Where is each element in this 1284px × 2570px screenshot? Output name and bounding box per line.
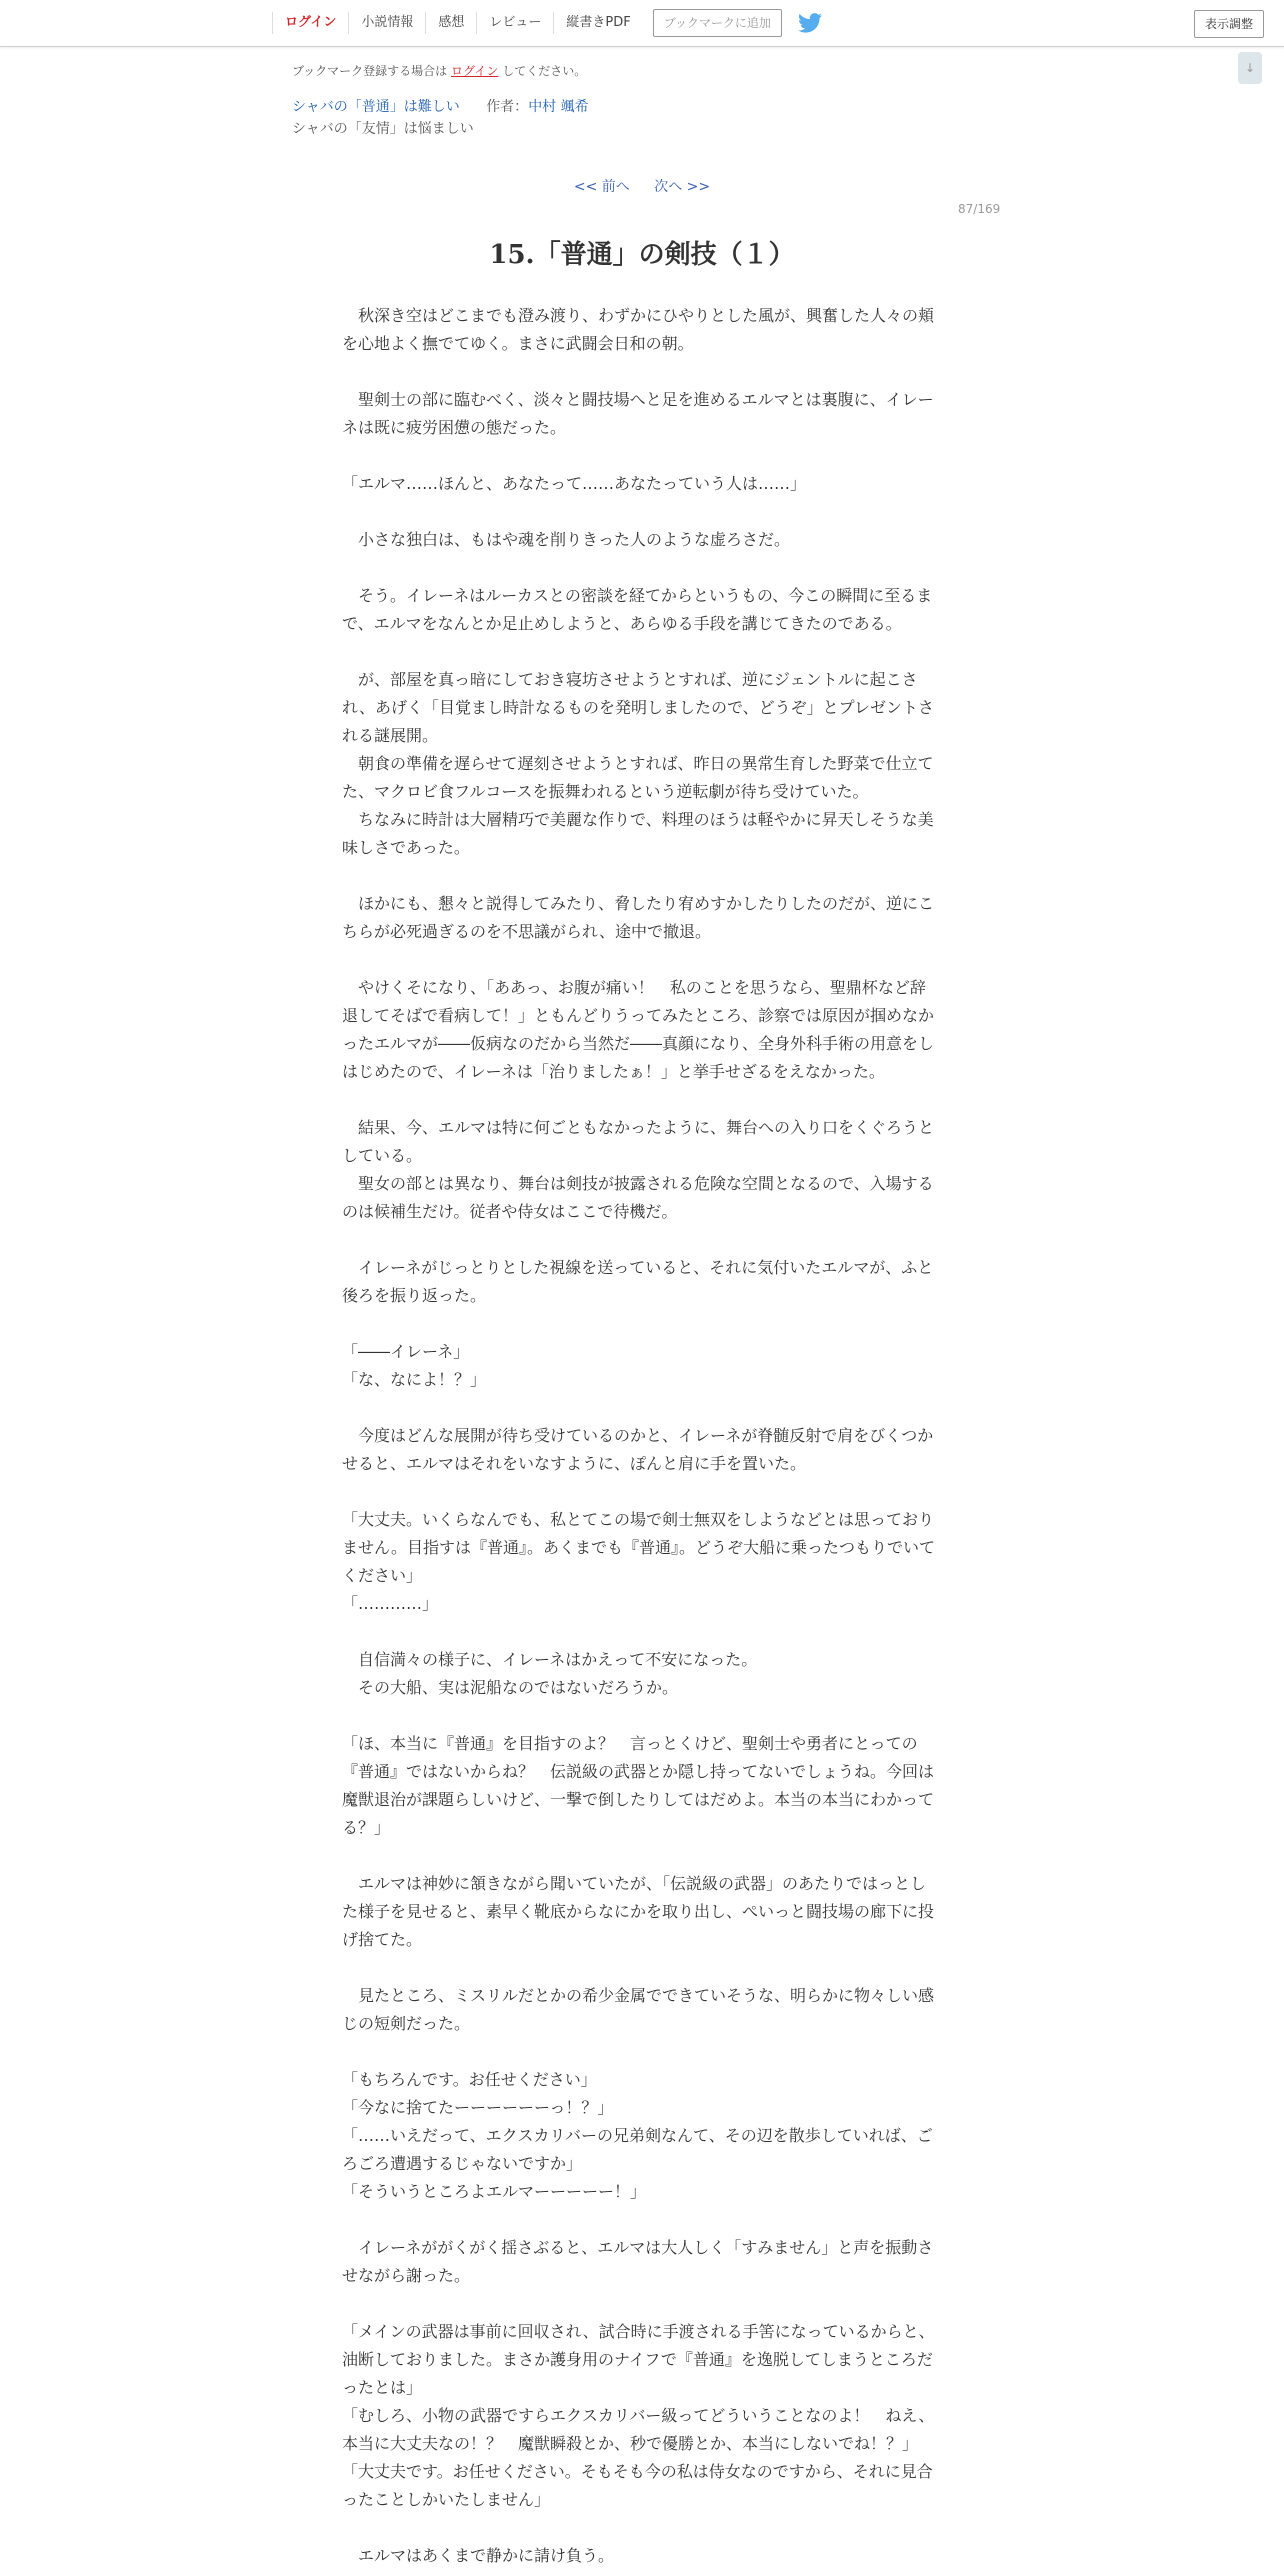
top-header xyxy=(0,0,1284,47)
notice-suffix: してください。 xyxy=(502,64,587,78)
twitter-icon[interactable] xyxy=(798,13,822,33)
chapter-group-title: シャバの「友情」は悩ましい xyxy=(292,121,474,137)
header-nav xyxy=(272,0,822,46)
blank-line xyxy=(342,2290,936,2318)
prev-chapter-link[interactable]: << 前へ xyxy=(573,179,630,195)
body-paragraph: 朝食の準備を遅らせて遅刻させようとすれば、昨日の異常生育した野菜で仕立てた、マクロビ食フルコースを振舞われるという逆転劇が待ち受けていた。 xyxy=(342,754,934,801)
body-paragraph: 「……いえだって、エクスカリバーの兄弟剣なんて、その辺を散歩していれば、ごろごろ遭遇するじゃないですか」 xyxy=(342,2126,933,2173)
body-paragraph: 今度はどんな展開が待ち受けているのかと、イレーネが脊髄反射で肩をびくつかせると、エルマはそれをいなすように、ぽんと肩に手を置いた。 xyxy=(342,1426,934,1473)
body-paragraph: 「――イレーネ」 xyxy=(342,1342,470,1361)
display-settings-button[interactable]: 表示調整 xyxy=(1194,10,1264,38)
body-paragraph: 「…………」 xyxy=(342,1594,439,1613)
series-title-link[interactable]: シャバの「普通」は難しい xyxy=(292,99,460,115)
blank-line xyxy=(342,1954,936,1982)
blank-line xyxy=(342,862,936,890)
body-paragraph: 「大丈夫。いくらなんでも、私とてこの場で剣士無双をしようなどとは思っておりません。目指すは『普通』。あくまでも『普通』。どうぞ大船に乗ったつもりでいてください」 xyxy=(342,1510,935,1585)
body-paragraph: その大船、実は泥船なのではないだろうか。 xyxy=(342,1678,679,1697)
body-paragraph: エルマは神妙に頷きながら聞いていたが、「伝説級の武器」のあたりではっとした様子を見せると、素早く靴底からなにかを取り出し、ぺいっと闘技場の廊下に投げ捨てた。 xyxy=(342,1874,935,1949)
author-label: 作者： xyxy=(486,99,529,115)
body-paragraph: 「ほ、本当に『普通』を目指すのよ？ 言っとくけど、聖剣士や勇者にとっての『普通』ではないからね？ 伝説級の武器とか隠し持ってないでしょうね。今回は魔獣退治が課題らしいけど、一撃で倒したりしてはだめよ。本当の本当にわかってる？」 xyxy=(342,1734,935,1837)
body-paragraph: 小さな独白は、もはや魂を削りきった人のような虚ろさだ。 xyxy=(342,530,791,549)
blank-line xyxy=(342,1618,936,1646)
blank-line xyxy=(342,2206,936,2234)
body-paragraph: 秋深き空はどこまでも澄み渡り、わずかにひやりとした風が、興奮した人々の頬を心地よく撫でてゆく。まさに武闘会日和の朝。 xyxy=(342,306,935,353)
blank-line xyxy=(342,2038,936,2066)
blank-line xyxy=(342,638,936,666)
body-paragraph: 聖剣士の部に臨むべく、淡々と闘技場へと足を進めるエルマとは裏腹に、イレーネは既に疲労困憊の態だった。 xyxy=(342,390,934,437)
blank-line xyxy=(342,1842,936,1870)
blank-line xyxy=(342,554,936,582)
body-paragraph: 「エルマ……ほんと、あなたって……あなたっていう人は……」 xyxy=(342,474,807,493)
body-paragraph: 「もちろんです。お任せください」 xyxy=(342,2070,597,2089)
blank-line xyxy=(342,946,936,974)
nav-impressions[interactable]: 感想 xyxy=(425,12,476,34)
bookmark-login-notice xyxy=(292,62,586,79)
body-paragraph: 「むしろ、小物の武器ですらエクスカリバー級ってどういうことなのよ！ ねえ、本当に大丈夫なの！？ 魔獣瞬殺とか、秒で優勝とか、本当にしないでね！？」 xyxy=(342,2406,935,2453)
body-paragraph: やけくそになり、「ああっ、お腹が痛い！ 私のことを思うなら、聖鼎杯など辞退してそばで看病して！」ともんどりうってみたところ、診察では原因が掴めなかったエルマが――仮病なのだから当然だ――真顔になり、全身外科手術の用意をしはじめたので、イレーネは「治りましたぁ！」と挙手せざるをえなかった。 xyxy=(342,978,935,1081)
body-paragraph: ほかにも、懇々と説得してみたり、脅したり宥めすかしたりしたのだが、逆にこちらが必死過ぎるのを不思議がられ、途中で撤退。 xyxy=(342,894,935,941)
nav-review[interactable]: レビュー xyxy=(476,12,553,34)
blank-line xyxy=(342,358,936,386)
blank-line xyxy=(342,1310,936,1338)
nav-novel-info[interactable]: 小説情報 xyxy=(348,12,425,34)
chapter-pager xyxy=(0,176,1284,196)
body-paragraph: 自信満々の様子に、イレーネはかえって不安になった。 xyxy=(342,1650,758,1669)
body-paragraph: 「大丈夫です。お任せください。そもそも今の私は侍女なのですから、それに見合ったことしかいたしません」 xyxy=(342,2462,933,2509)
body-paragraph: 見たところ、ミスリルだとかの希少金属でできていそうな、明らかに物々しい感じの短剣だった。 xyxy=(342,1986,935,2033)
nav-vertical-pdf[interactable]: 縦書きPDF xyxy=(553,12,642,34)
body-paragraph: 聖女の部とは異なり、舞台は剣技が披露される危険な空間となるので、入場するのは候補生だけ。従者や侍女はここで待機だ。 xyxy=(342,1174,934,1221)
body-paragraph: イレーネががくがく揺さぶると、エルマは大人しく「すみません」と声を振動させながら謝った。 xyxy=(342,2238,934,2285)
next-chapter-link[interactable]: 次へ >> xyxy=(654,179,711,195)
body-paragraph: ちなみに時計は大層精巧で美麗な作りで、料理のほうは軽やかに昇天しそうな美味しさであった。 xyxy=(342,810,934,857)
blank-line xyxy=(342,442,936,470)
blank-line xyxy=(342,1478,936,1506)
scroll-down-button[interactable]: ↓ xyxy=(1238,52,1262,84)
series-info xyxy=(292,96,589,116)
nav-login[interactable]: ログイン xyxy=(272,12,348,34)
body-paragraph: エルマはあくまで静かに請け負う。 xyxy=(342,2546,615,2565)
blank-line xyxy=(342,1394,936,1422)
author-link[interactable]: 中村 颯希 xyxy=(528,99,589,115)
body-paragraph: 「な、なによ！？」 xyxy=(342,1370,487,1389)
blank-line xyxy=(342,1086,936,1114)
add-bookmark-button[interactable]: ブックマークに追加 xyxy=(653,9,782,37)
blank-line xyxy=(342,2514,936,2542)
body-paragraph: 「今なに捨てたーーーーーーっ！？」 xyxy=(342,2098,614,2117)
page-count: 87/169 xyxy=(958,202,1001,216)
blank-line xyxy=(342,498,936,526)
chapter-title: 15.「普通」の剣技（１） xyxy=(489,240,795,270)
body-paragraph: 「メインの武器は事前に回収され、試合時に手渡される手筈になっているからと、油断しておりました。まさか護身用のナイフで『普通』を逸脱してしまうところだったとは」 xyxy=(342,2322,935,2397)
body-paragraph: が、部屋を真っ暗にしておき寝坊させようとすれば、逆にジェントルに起こされ、あげく「目覚まし時計なるものを発明しましたので、どうぞ」とプレゼントされる謎展開。 xyxy=(342,670,935,745)
body-paragraph: 「そういうところよエルマーーーーー！」 xyxy=(342,2182,647,2201)
blank-line xyxy=(342,1702,936,1730)
notice-login-link[interactable]: ログイン xyxy=(451,64,499,78)
blank-line xyxy=(342,1226,936,1254)
body-paragraph: そう。イレーネはルーカスとの密談を経てからというもの、今この瞬間に至るまで、エルマをなんとか足止めしようと、あらゆる手段を講じてきたのである。 xyxy=(342,586,933,633)
notice-prefix: ブックマーク登録する場合は xyxy=(292,64,448,78)
body-paragraph: イレーネがじっとりとした視線を送っていると、それに気付いたエルマが、ふと後ろを振り返った。 xyxy=(342,1258,934,1305)
novel-body xyxy=(342,302,936,2570)
body-paragraph: 結果、今、エルマは特に何ごともなかったように、舞台への入り口をくぐろうとしている。 xyxy=(342,1118,935,1165)
